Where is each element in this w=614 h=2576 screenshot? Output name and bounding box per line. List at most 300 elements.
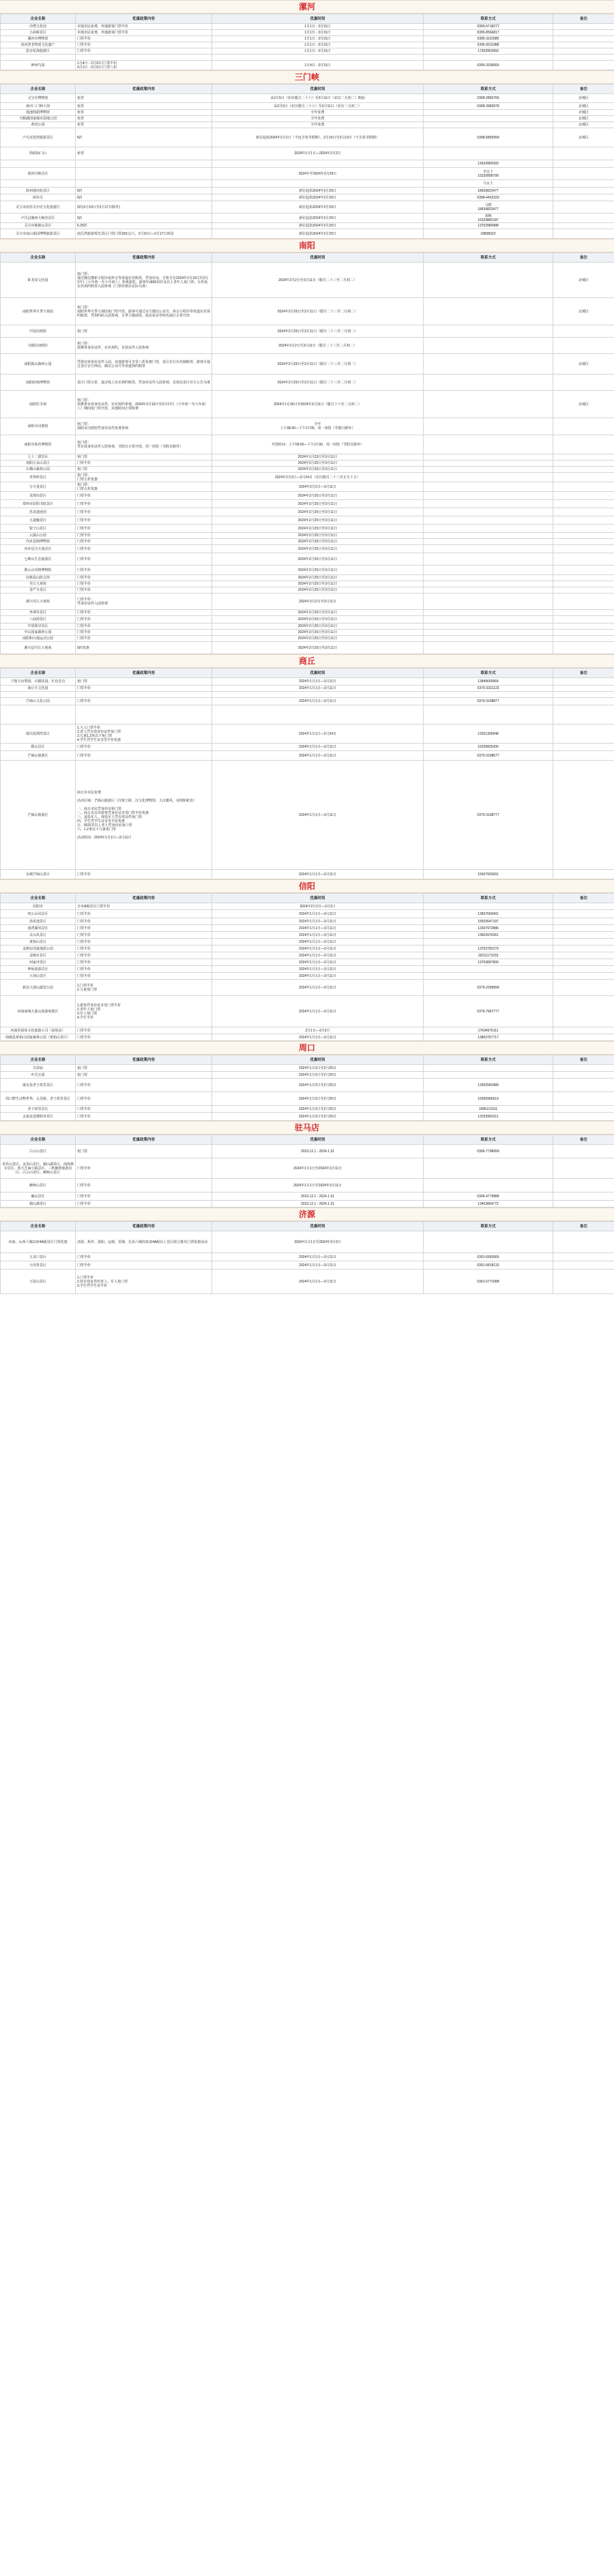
table-cell: 1996121611: [424, 1106, 553, 1113]
table-cell: 2024年1月1日—3月11日: [212, 932, 424, 939]
table-cell: [553, 980, 614, 996]
table-row: [1, 223, 614, 229]
table-header-row: [1, 669, 614, 678]
table-row: [1, 48, 614, 55]
table-cell: [553, 1253, 614, 1261]
table-cell: [424, 939, 553, 946]
table-cell: 2024年1月1日—3月11日: [212, 1253, 424, 1261]
table-cell: 门票半价: [76, 1158, 212, 1179]
table-cell: [424, 516, 553, 525]
table-cell: 2024年至2024年2月29日: [212, 168, 424, 180]
table-cell: 盘河湾非物质文化遗产: [1, 42, 76, 48]
table-cell: 2024年1月1日—3月11日: [212, 939, 424, 946]
table-cell: 北城区: [553, 298, 614, 325]
table-cell: [424, 338, 553, 354]
table-cell: 0395-6718277: [424, 24, 553, 30]
table-cell: 2024年1月1日—3月11日: [212, 1261, 424, 1270]
table-cell: 2024年1月1日—3月11日: [212, 678, 424, 686]
table-cell: 2024年1月1日—3月11日: [212, 959, 424, 966]
table-row: [1, 630, 614, 636]
table-cell: 2024年2月25日至3月11日: [212, 575, 424, 581]
table-cell: [553, 482, 614, 492]
table-cell: 0370-3198677: [424, 751, 553, 761]
table-cell: 2024年1月1日—3月11日: [212, 744, 424, 751]
table-header-row: [1, 85, 614, 94]
table-cell: [553, 624, 614, 630]
table-cell: 免票: [76, 94, 212, 103]
table-cell: 灵宝市南山果园博物旅游景区: [1, 229, 76, 239]
table-cell: 新位起始2024年2月29日: [212, 214, 424, 223]
table-cell: [553, 1145, 614, 1158]
table-row: [1, 553, 614, 566]
table-row: [1, 903, 614, 910]
table-cell: 免门票: [76, 467, 212, 473]
table-cell: [553, 918, 614, 925]
table-cell: 0398-3982878: [424, 103, 553, 110]
table-cell: [424, 116, 553, 122]
table-cell: 2024年2月2日—2月24日（农历腊月二十三至正月十五）: [212, 473, 424, 482]
table-row: [1, 435, 614, 454]
table-cell: 卢氏双龙湾旅游景区: [1, 128, 76, 147]
table-cell: 门票半价: [76, 1034, 212, 1041]
table-cell: 2024年1月1日—3月11日: [212, 996, 424, 1027]
table-cell: [424, 624, 553, 630]
table-cell: [553, 325, 614, 338]
table-cell: 门票半价: [76, 492, 212, 500]
table-cell: 2024年1月1日—3月11日: [212, 973, 424, 980]
table-cell: [553, 338, 614, 354]
table-row: [1, 128, 614, 147]
column-header: 企业名称: [1, 85, 76, 94]
table-cell: [553, 686, 614, 692]
table-cell: 渑池仰韶博物馆: [1, 110, 76, 116]
table-cell: 商丘火文化园: [1, 686, 76, 692]
table-cell: [424, 1072, 553, 1079]
table-cell: 2023.12.1 - 2024.1.31: [212, 1192, 424, 1201]
table-cell: 2024年2月2日至3月11日（腊月二十三至二月初二）: [212, 338, 424, 354]
table-cell: 2024年2月25日至3月11日: [212, 630, 424, 636]
table-cell: 卧龙岗文化园: [1, 263, 76, 298]
table-cell: 石佛山森林公园: [1, 467, 76, 473]
table-row: [1, 467, 614, 473]
table-cell: 5折: [76, 128, 212, 147]
table-cell: 0395-3335666: [424, 61, 553, 70]
table-cell: [553, 1027, 614, 1034]
table-cell: [424, 566, 553, 575]
table-cell: 门票半价: [76, 533, 212, 539]
table-cell: 1.大人门票半价 2.老人凭有效身份证件免门票 3.儿童1.2米以下免门票 4.学生凭学生证享受半价优惠: [76, 724, 212, 744]
table-cell: 2024年1月1日至2024年3月11日: [212, 1179, 424, 1192]
table-row: [1, 194, 614, 201]
table-cell: 门票半价: [76, 616, 212, 624]
table-cell: 2024年1月2日至2月25日: [212, 1106, 424, 1113]
table-cell: 2024年1月1日—3月11日: [212, 870, 424, 879]
table-cell: 2024年1月1日—3月11日: [212, 910, 424, 918]
table-cell: [553, 375, 614, 391]
discount-table: [0, 893, 614, 1041]
table-row: [1, 24, 614, 30]
table-cell: [424, 482, 553, 492]
column-header: 优惠政策内容: [76, 1055, 212, 1065]
table-row: [1, 624, 614, 630]
table-cell: 门票半价： 凭身份证件入园参观: [76, 594, 212, 610]
table-row: [1, 705, 614, 724]
table-cell: 凭借有效身份证件入园，其他游客可享受八折优惠门票，景区实行实名制购票，游客可通过景区官方网站、微信公众号等渠道预约购票: [76, 354, 212, 375]
table-cell: 2024年2月25日至3月11日: [212, 492, 424, 500]
table-cell: 黄河三门峡大坝: [1, 103, 76, 110]
table-row: [1, 973, 614, 980]
table-row: [1, 94, 614, 103]
column-header: 优惠时间: [212, 1055, 424, 1065]
table-cell: [424, 636, 553, 642]
table-cell: 5折: [76, 188, 212, 194]
table-cell: 0370-3198777: [424, 761, 553, 870]
table-cell: 0396-4779888: [424, 1192, 553, 1201]
table-cell: [553, 42, 614, 48]
table-cell: 七峰山生态旅游区: [1, 553, 76, 566]
table-row: [1, 122, 614, 128]
table-cell: 18639823477: [424, 188, 553, 194]
table-row: [1, 147, 614, 160]
table-cell: 2024年1月1日至2024年3月2日: [212, 1231, 424, 1253]
table-cell: 老乐山景区、金顶山景区、铜山湖景区、南海禅寺景区、蓝天芝麻小镇景区、三秋廊情旅游景区、白云山景区、嵖岈山景区: [1, 1158, 76, 1179]
table-cell: 2024年2月2日至3月11日（腊月二十三至二月初二）: [212, 263, 424, 298]
table-cell: [424, 581, 553, 587]
table-cell: 免票: [76, 103, 212, 110]
table-cell: 2024年1月1日—3月11日: [212, 980, 424, 996]
table-header-row: [1, 1135, 614, 1145]
table-cell: 15503547197: [424, 918, 553, 925]
table-cell: 全年免费: [212, 110, 424, 116]
table-cell: [553, 500, 614, 508]
table-cell: 门票半价: [76, 918, 212, 925]
table-cell: [424, 298, 553, 325]
table-cell: 全年免费: [212, 116, 424, 122]
table-row: [1, 338, 614, 354]
column-header: 企业名称: [1, 1222, 76, 1231]
column-header: 优惠政策内容: [76, 14, 212, 24]
column-header: 联系方式: [424, 253, 553, 263]
table-cell: 南阳市体育博物馆: [1, 435, 76, 454]
table-cell: 云露山公园: [1, 533, 76, 539]
table-row: [1, 482, 614, 492]
table-cell: 南阳府衙博物馆: [1, 375, 76, 391]
column-header: 企业名称: [1, 253, 76, 263]
table-cell: [424, 418, 553, 435]
table-cell: [424, 391, 553, 418]
table-cell: 叶氏庄园: [1, 1072, 76, 1079]
table-row: [1, 298, 614, 325]
table-cell: 全市A级景区门票半价: [76, 903, 212, 910]
table-row: [1, 581, 614, 587]
table-cell: 免票: [76, 110, 212, 116]
table-cell: 免票: [76, 116, 212, 122]
table-cell: [553, 610, 614, 616]
table-cell: [553, 692, 614, 698]
table-cell: 门票半价: [76, 610, 212, 616]
table-cell: 北城区: [553, 94, 614, 103]
table-cell: 2024年2月25日至3月11日: [212, 553, 424, 566]
discount-table: [0, 1055, 614, 1121]
table-cell: 内乡县宝天曼景区: [1, 545, 76, 553]
table-cell: 门票半价: [76, 959, 212, 966]
table-header-row: [1, 894, 614, 903]
table-cell: 黄柏山景区: [1, 939, 76, 946]
table-cell: 2024年1月2日至2月25日: [212, 1079, 424, 1092]
table-cell: [212, 705, 424, 724]
table-cell: 2024年2月25日至3月11日: [212, 516, 424, 525]
table-cell: [553, 959, 614, 966]
table-row: [1, 354, 614, 375]
table-row: [1, 575, 614, 581]
table-cell: 13849669964: [424, 678, 553, 686]
table-cell: [553, 1261, 614, 1270]
table-row: [1, 214, 614, 223]
table-row: [1, 525, 614, 533]
table-cell: 0395-8566817: [424, 30, 553, 36]
table-cell: 1月1日 - 3月31日: [212, 48, 424, 55]
table-cell: [553, 910, 614, 918]
table-cell: [212, 180, 424, 188]
table-cell: 仰韶仙门山: [1, 147, 76, 160]
table-cell: [1, 705, 76, 724]
table-cell: [424, 325, 553, 338]
table-cell: [553, 229, 614, 239]
table-cell: 新位起始2024年2月29日: [212, 223, 424, 229]
table-row: [1, 932, 614, 939]
table-cell: 17634676111: [424, 1027, 553, 1034]
column-header: 联系方式: [424, 1135, 553, 1145]
column-header: 联系方式: [424, 14, 553, 24]
table-cell: 免门票: [76, 454, 212, 460]
table-row: [1, 539, 614, 545]
table-cell: 灵山风景区: [1, 932, 76, 939]
table-row: [1, 460, 614, 467]
table-cell: [553, 1092, 614, 1106]
table-cell: 芒砀山旅游区: [1, 761, 76, 870]
table-cell: 2024年2月25日至3月11日: [212, 539, 424, 545]
section-title: 三门峡: [0, 70, 614, 84]
discount-table: [0, 1135, 614, 1208]
table-cell: 5折优惠: [76, 642, 212, 654]
table-cell: 何家冲景区: [1, 959, 76, 966]
table-cell: 13253981511: [424, 1113, 553, 1121]
table-cell: 淅川丹江大观苑: [1, 594, 76, 610]
table-cell: 13321305948: [424, 724, 553, 744]
table-cell: [424, 630, 553, 636]
table-cell: 2024年2月25日至3月11日: [212, 616, 424, 624]
table-cell: 淅川县丹江大观苑: [1, 642, 76, 654]
table-cell: 五龙口景区: [1, 1253, 76, 1261]
table-row: [1, 180, 614, 188]
table-row: [1, 966, 614, 973]
table-cell: [553, 903, 614, 910]
column-header: 优惠政策内容: [76, 1222, 212, 1231]
table-cell: 黄河公园: [1, 122, 76, 128]
table-row: [1, 616, 614, 624]
table-cell: [553, 705, 614, 724]
table-row: [1, 870, 614, 879]
table-cell: 2024年1月1日—3月11日: [212, 1034, 424, 1041]
table-cell: 15437920001: [424, 870, 553, 879]
column-header: 优惠政策内容: [76, 1135, 212, 1145]
table-cell: 门票半价: [76, 910, 212, 918]
table-row: [1, 492, 614, 500]
table-row: [1, 610, 614, 616]
table-cell: 免门票: [76, 1072, 212, 1079]
table-cell: 0398-4432333: [424, 194, 553, 201]
table-cell: 北城区: [553, 122, 614, 128]
table-cell: 1月1日 - 3月31日: [212, 24, 424, 30]
table-cell: 老界岭景区: [1, 473, 76, 482]
table-cell: 南阳和山地运动公园: [1, 636, 76, 642]
table-cell: 2024年1月1日—3月11日: [212, 1270, 424, 1294]
table-cell: 2023.12.1 - 2024.1.31: [212, 1201, 424, 1208]
column-header: 联系方式: [424, 1055, 553, 1065]
table-cell: [76, 168, 212, 180]
table-cell: 北城区: [553, 263, 614, 298]
section-title: 信阳: [0, 879, 614, 893]
table-cell: 北城区: [553, 103, 614, 110]
table-cell: 2024年1月1日—3月11日: [212, 751, 424, 761]
table-cell: 金刚台国家地质公园: [1, 946, 76, 952]
table-cell: [424, 525, 553, 533]
table-row: [1, 918, 614, 925]
table-cell: 2023.12.1 - 2024.1.31: [212, 1145, 424, 1158]
table-cell: 2024年2月25日至3月11日: [212, 525, 424, 533]
table-cell: 门票半价: [76, 751, 212, 761]
table-cell: [553, 1065, 614, 1072]
table-cell: 丹江大观苑: [1, 581, 76, 587]
table-cell: 2024年2月25日至3月11日: [212, 545, 424, 553]
table-row: [1, 678, 614, 686]
table-cell: [553, 751, 614, 761]
table-row: [1, 30, 614, 36]
table-cell: 2024年2月2日—3月11日: [212, 482, 424, 492]
table-cell: 北城区: [553, 128, 614, 147]
table-cell: 八仙洞景区: [1, 616, 76, 624]
table-cell: [76, 160, 212, 168]
table-cell: [424, 492, 553, 500]
table-row: [1, 168, 614, 180]
table-cell: 2024年2月25日至3月11日（腊月二十三至二月初二）: [212, 354, 424, 375]
table-cell: 0370-3321123: [424, 686, 553, 692]
table-row: [1, 1158, 614, 1179]
table-cell: 中山国家森林公园: [1, 630, 76, 636]
table-row: [1, 939, 614, 946]
section-title: 驻马店: [0, 1121, 614, 1135]
table-cell: 确山景区: [1, 1192, 76, 1201]
table-cell: 免票: [76, 147, 212, 160]
table-cell: 免门票： 需携带有效身份证件，实名预约参观，2024年2月10日至2月17日（大年初一至大年初八）期间免门票开放，其他时间正常收费: [76, 391, 212, 418]
table-row: [1, 188, 614, 194]
column-header: 备注: [553, 669, 614, 678]
table-cell: 北城区: [553, 391, 614, 418]
table-cell: [553, 201, 614, 214]
table-cell: [76, 705, 212, 724]
table-cell: 嵖岈山景区: [1, 1179, 76, 1192]
table-cell: 龙潭沟景区: [1, 492, 76, 500]
table-cell: 函谷关: [1, 194, 76, 201]
table-cell: [553, 533, 614, 539]
table-cell: 2024年1月1日—3月11日: [212, 918, 424, 925]
table-row: [1, 42, 614, 48]
table-cell: [553, 55, 614, 61]
table-cell: 门票半价: [76, 624, 212, 630]
discount-table: [0, 252, 614, 654]
table-cell: 2024年1月1日至2024年3月11日: [212, 1158, 424, 1179]
table-cell: 免门票： 通过微信搜索小程序或抖音等渠道实名购票，凭身份证、手机号在2024年2月10日至2月17日（大年初一至大年初八）参观游览，游客年满65周岁及以上老年人免门票；另外需实名预约购票入园参观（门票价格以实际为准）: [76, 263, 212, 298]
table-row: [1, 910, 614, 918]
table-cell: 免门票： 门票五折优惠: [76, 473, 212, 482]
table-row: [1, 391, 614, 418]
table-cell: [553, 30, 614, 36]
table-cell: 坐禅谷景区: [1, 610, 76, 616]
column-header: 联系方式: [424, 85, 553, 94]
table-cell: 门票半价: [76, 516, 212, 525]
table-cell: [553, 724, 614, 744]
table-cell: 南阳独山森林公园: [1, 354, 76, 375]
table-cell: 2024年1月1日—3月11日: [212, 925, 424, 932]
table-cell: 2024年2月25日至3月11日: [212, 500, 424, 508]
table-cell: （南阳汉画馆）: [1, 338, 76, 354]
table-cell: 2024年2月25日至3月11日: [212, 636, 424, 642]
column-header: 联系方式: [424, 894, 553, 903]
table-cell: 门票半价: [76, 966, 212, 973]
table-cell: 门票半价: [76, 566, 212, 575]
table-cell: 内乡县衙博物馆: [1, 539, 76, 545]
table-row: [1, 692, 614, 698]
table-cell: [553, 454, 614, 460]
table-cell: 商丘市市民免费 活动区域：芒砀山旅游区（汉梁王陵、汉文化博物馆、大汉雄风、刘邦斩蛇处） 一、商丘市民凭身份证免门票 二、商丘市以外游客凭身份证享受门票半价优惠 三、退役军人、现役军人凭有效证件免门票 四、学生凭学生证享受半价优惠 五、60周岁以上老人凭身份证免门票 六、1.2米以下儿童免门票 活动时间：2024年1月1日—3月11日: [76, 761, 212, 870]
table-cell: 门票半价: [76, 553, 212, 566]
table-cell: [553, 160, 614, 168]
table-cell: 陕州地坑院景区: [1, 188, 76, 194]
table-cell: [553, 946, 614, 952]
table-cell: [76, 55, 212, 61]
table-cell: 门票半价: [76, 1079, 212, 1092]
table-cell: 门票半价: [76, 500, 212, 508]
column-header: 优惠政策内容: [76, 85, 212, 94]
table-cell: 景区门票五折，通过线上实名预约购票，凭身份证件入园参观，具体以景区官方公告为准: [76, 375, 212, 391]
table-cell: [212, 55, 424, 61]
table-cell: 13607669401: [424, 910, 553, 918]
table-row: [1, 61, 614, 70]
table-cell: [424, 594, 553, 610]
table-cell: [424, 110, 553, 116]
table-cell: [424, 1158, 553, 1179]
table-cell: [424, 1231, 553, 1253]
table-cell: 永城芒砀山景区: [1, 870, 76, 879]
table-row: [1, 229, 614, 239]
table-cell: 从2月5日（农历腊月二十六）至3月11日（农历二月初二）期间: [212, 94, 424, 103]
table-cell: 北城区: [553, 110, 614, 116]
column-header: 优惠时间: [212, 14, 424, 24]
table-cell: 隋山景区: [1, 744, 76, 751]
table-cell: 新县大别山露营公园: [1, 980, 76, 996]
section-title: 周口: [0, 1041, 614, 1055]
table-cell: 门票半价: [76, 1261, 212, 1270]
table-cell: [553, 932, 614, 939]
table-cell: 2024年2月25日至3月11日: [212, 508, 424, 516]
table-cell: 2024年2月25日至3月11日: [212, 460, 424, 467]
table-cell: 5折(2月10日至2月17日除外): [76, 201, 212, 214]
table-cell: 大别山景区: [1, 973, 76, 980]
column-header: 企业名称: [1, 669, 76, 678]
table-cell: [424, 500, 553, 508]
table-cell: 免票: [76, 122, 212, 128]
table-cell: [553, 1231, 614, 1253]
